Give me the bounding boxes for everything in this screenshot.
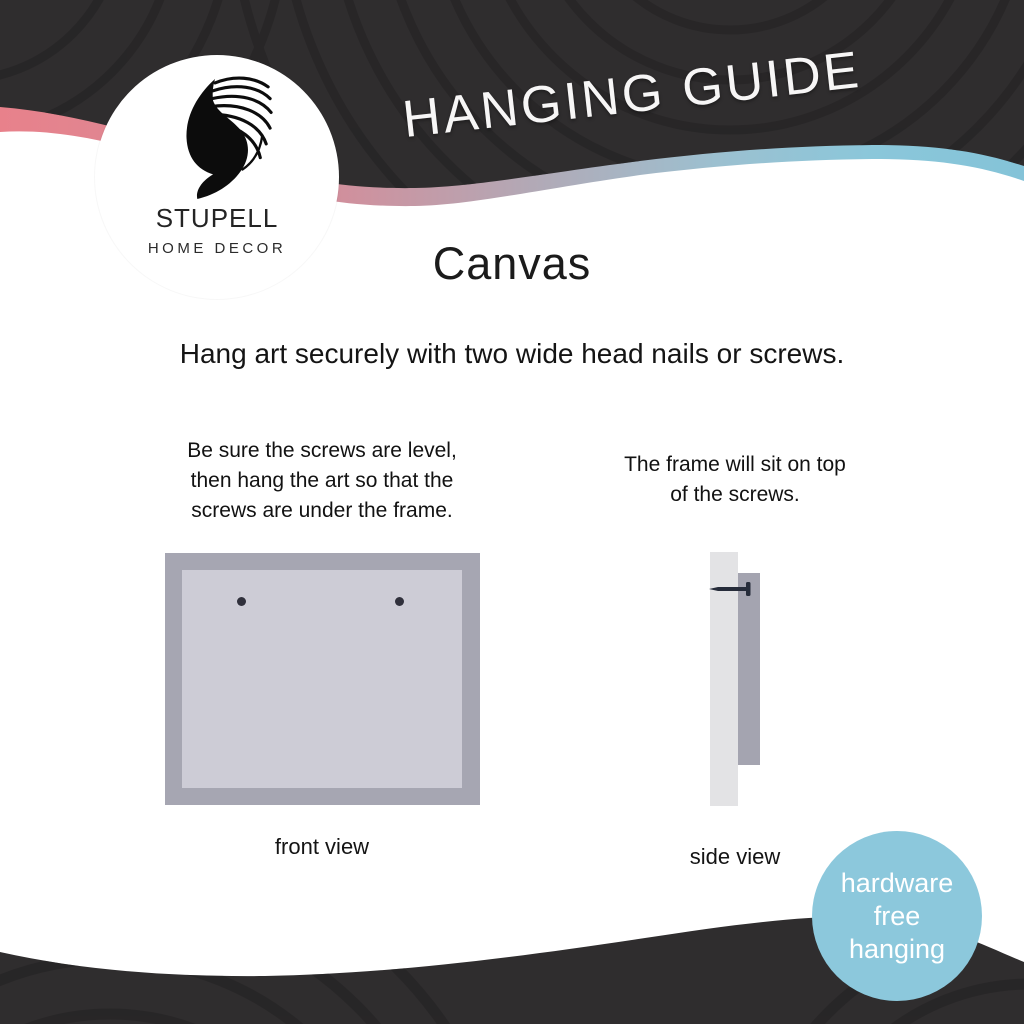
- nail-icon: [706, 579, 756, 599]
- front-view-note: [142, 436, 502, 526]
- note-line: The frame will sit on top: [624, 453, 846, 476]
- note-line: of the screws.: [670, 483, 800, 506]
- side-view-stretcher-bar: [738, 573, 760, 765]
- brand-logo-circle: [95, 55, 339, 299]
- brand-tagline: HOME DECOR: [147, 240, 287, 257]
- screw-dot-icon: [395, 597, 404, 606]
- note-line: screws are under the frame.: [191, 499, 453, 522]
- note-line: Be sure the screws are level,: [187, 439, 457, 462]
- instruction-text: Hang art securely with two wide head nails or screws.: [179, 338, 845, 369]
- badge-line: free: [873, 900, 921, 931]
- screw-dot-icon: [237, 597, 246, 606]
- front-view-caption: front view: [274, 834, 370, 859]
- stupell-swoosh-icon: [158, 73, 276, 201]
- side-view-note: [555, 450, 915, 510]
- front-view-frame: [165, 553, 480, 805]
- section-title: Canvas: [432, 238, 592, 289]
- note-line: then hang the art so that the: [190, 469, 454, 492]
- side-view-caption: side view: [689, 844, 781, 869]
- front-view-canvas: [182, 570, 462, 788]
- page-title: HANGING GUIDE: [399, 40, 865, 150]
- brand-name: STUPELL: [155, 203, 279, 233]
- badge-line: hanging: [848, 933, 946, 964]
- hardware-free-badge: [812, 831, 982, 1001]
- badge-line: hardware: [840, 867, 954, 898]
